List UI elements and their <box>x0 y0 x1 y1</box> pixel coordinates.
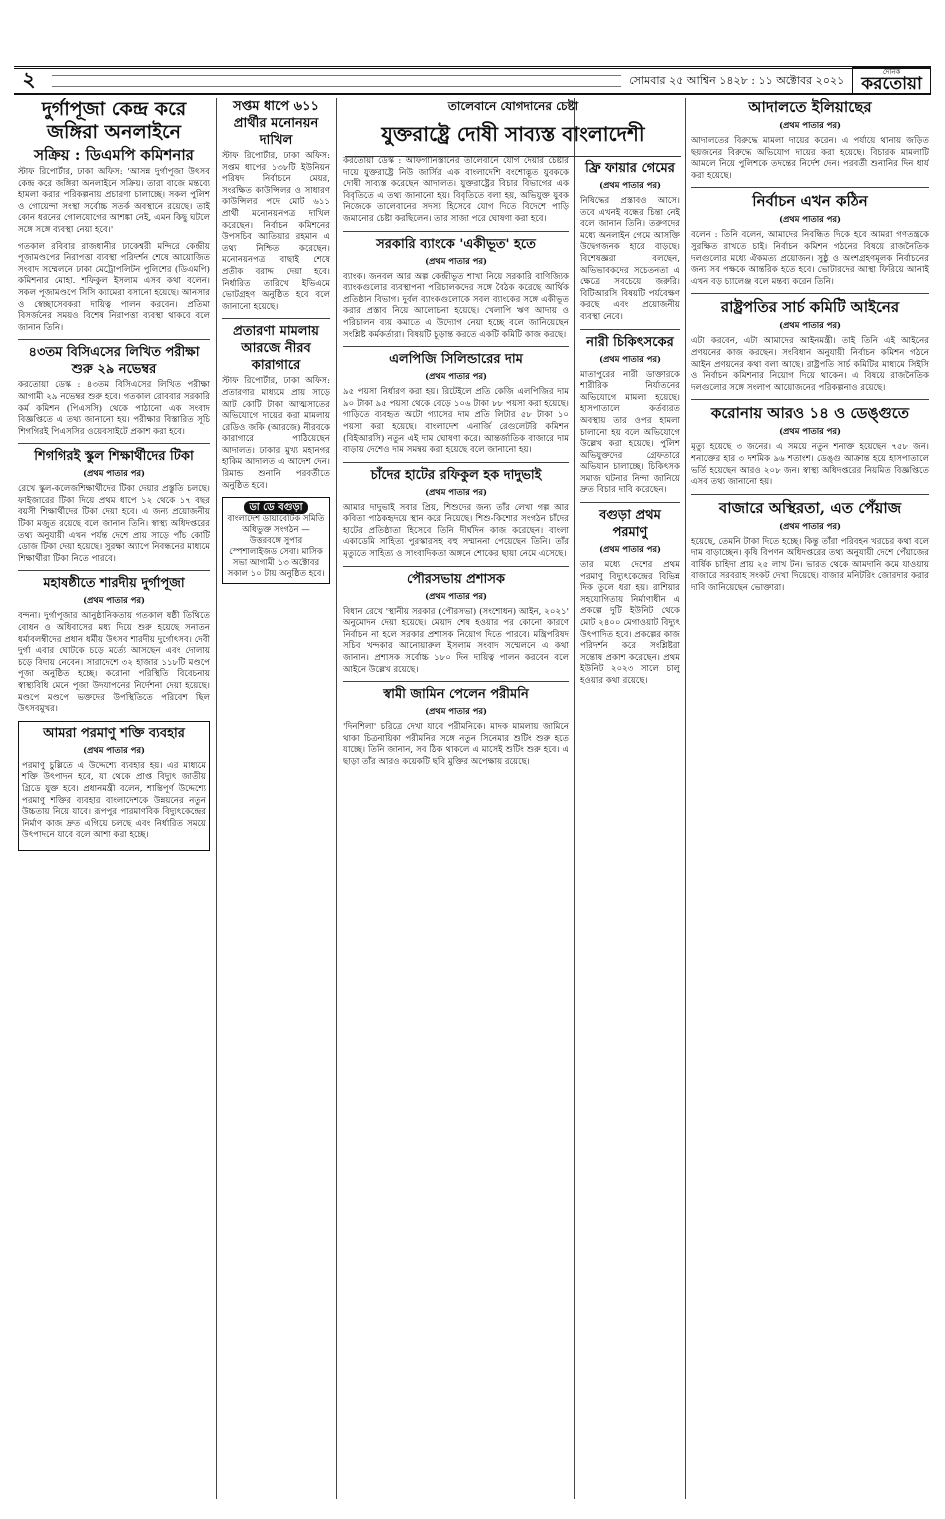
divider <box>343 346 569 347</box>
masthead-small: দৈনিক <box>882 68 901 76</box>
article-mahashashthi <box>18 575 210 715</box>
continuation-credit: (প্রথম পাতার পর) <box>779 120 841 130</box>
article-body: স্টাফ রিপোর্টার, ঢাকা অফিস: 'আসন্ন দুর্গাপূজা উৎসব কেন্দ্র করে জঙ্গিরা অনলাইনে সক্রিয়। তারা বাজে মন্তব্যে হামলা করার পরিকল্পনায় প্রচারণা চালাচ্ছে। সকল পুলিশ ও গোয়েন্দা সংস্থা সর্বোচ্চ সতর্ক অবস্থানে রয়েছে। তাই কোন ধরনের গোলযোগের আশঙ্কা নেই, এমন কিছু ঘটলে সঙ্গে সঙ্গে ব্যবস্থা নেয়া হবে।' <box>18 167 210 235</box>
divider <box>691 187 929 188</box>
article-dadubhai <box>343 467 569 561</box>
header-rule <box>52 75 621 87</box>
continuation-credit: (প্রথম পাতার পর) <box>779 520 841 531</box>
headline: ৪৩তম বিসিএসের লিখিত পরীক্ষা শুরু ২৯ নভেম্বর <box>28 345 200 378</box>
divider <box>18 339 210 340</box>
ad-logo: ডা ডে বগুড়া <box>244 501 307 514</box>
continuation-credit: (প্রথম পাতার পর) <box>425 706 487 717</box>
continuation-credit: (প্রথম পাতার পর) <box>83 595 145 606</box>
header-date: সোমবার ২৫ আশ্বিন ১৪২৮ : ১১ অক্টোবর ২০২১ <box>629 73 845 87</box>
article-body: রেখে স্কুল-কলেজশিক্ষার্থীদের টিকা দেয়ার প্রস্তুতি চলছে। ফাইজারের টিকা দিয়ে প্রথম ধাপে ১২ থেকে ১৭ বছর বয়সী শিক্ষার্থীদের টিকা দেয়া হবে। এ জন্য প্রয়োজনীয় টিকা মজুত রয়েছে বলে জানান তিনি। স্বাস্থ্য অধিদপ্তরের তথ্য অনুযায়ী এখন পর্যন্ত দেশে প্রায় সাড়ে পাঁচ কোটি ডোজ টিকা দেয়া হয়েছে। সুরক্ষা অ্যাপে নিবন্ধনের মাধ্যমে শিক্ষার্থীরা টিকা নিতে পারবে। <box>18 484 210 564</box>
article-body: স্টাফ রিপোর্টার, ঢাকা অফিস: সপ্তম ধাপের ১৩৮টি ইউনিয়ন পরিষদ নির্বাচনে মেয়র, সংরক্ষিত কাউন্সিলর ও সাধারণ কাউন্সিলর পদে মোট ৬১১ প্রার্থী মনোনয়নপত্র দাখিল করেছেন। নির্বাচন কমিশনের উপসচিব আতিয়ার রহমান এ তথ্য নিশ্চিত করেছেন। মনোনয়নপত্র বাছাই শেষে প্রতীক বরাদ্দ দেয়া হবে। নির্ধারিত তারিখে ইভিএমে ভোটগ্রহণ অনুষ্ঠিত হবে বলে জানানো হয়েছে। <box>222 151 330 312</box>
headline: করোনায় আরও ১৪ ও ডেঙ্গুতে <box>710 404 910 423</box>
article-free-fire <box>580 160 680 324</box>
column-divider <box>216 98 217 1499</box>
masthead-name: করতোয়া <box>861 74 922 94</box>
page-number: ২ <box>22 66 36 91</box>
article-bcs-exam <box>18 344 210 438</box>
article-durgapuja-militants <box>18 98 210 334</box>
continuation-credit: (প্রথম পাতার পর) <box>425 590 487 601</box>
article-onion-market <box>691 499 929 595</box>
headline: নির্বাচন এখন কঠিন <box>752 192 868 211</box>
headline: বাজারে অস্থিরতা, এত পেঁয়াজ <box>718 498 902 517</box>
headline: আমরা পরমাণু শক্তি ব্যবহার <box>43 725 185 741</box>
article-body: আমার দাদুভাই সবার প্রিয়, শিশুদের জন্য তাঁর লেখা গল্প আর কবিতা পাঠকহৃদয়ে স্থান করে নিয়েছে। শিশু-কিশোর সংগঠন চাঁদের হাটের প্রতিষ্ঠাতা হিসেবে তিনি দীর্ঘদিন কাজ করেছেন। বাংলা একাডেমি সাহিত্য পুরস্কারসহ বহু সম্মাননা পেয়েছেন তিনি। তাঁর মৃত্যুতে সাহিত্য ও সাংবাদিকতা অঙ্গনে শোকের ছায়া নেমে এসেছে। <box>343 502 569 560</box>
article-body: বিধান রেখে 'স্থানীয় সরকার (পৌরসভা) (সংশোধন) আইন, ২০২১' অনুমোদন দেয়া হয়েছে। মেয়াদ শেষ হওয়ার পর কোনো কারণে নির্বাচন না হলে সরকার প্রশাসক নিয়োগ দিতে পারবে। মন্ত্রিপরিষদ সচিব খন্দকার আনোয়ারুল ইসলাম সংবাদ সম্মেলনে এ কথা জানান। প্রশাসক সর্বোচ্চ ১৮০ দিন দায়িত্ব পালন করবেন বলে আইনে উল্লেখ রয়েছে। <box>343 606 569 675</box>
headline: সপ্তম ধাপে ৬১১ প্রার্থীর মনোনয়ন দাখিল <box>233 99 319 148</box>
headline: নারী চিকিৎসকের <box>586 334 674 350</box>
continuation-credit: (প্রথম পাতার পর) <box>779 320 841 331</box>
column-divider <box>685 98 686 1499</box>
continuation-credit: (প্রথম পাতার পর) <box>599 180 661 190</box>
article-body: করতোয়া ডেস্ক : আফগানিস্তানের তালেবানে যোগ দেয়ার চেষ্টার দায়ে যুক্তরাষ্ট্রে নিউ জার্সির এক বাংলাদেশি বংশোদ্ভূত যুবককে দোষী সাব্যস্ত করেছেন আদালত। যুক্তরাষ্ট্রের বিচার বিভাগের এক বিবৃতিতে এ তথ্য জানানো হয়। বিবৃতিতে বলা হয়, অভিযুক্ত যুবক নিজেকে তালেবানের সদস্য হিসেবে যোগ দিতে বিদেশে পাড়ি জমানোর চেষ্টা করছিলেন। তার সাজা পরে ঘোষণা করা হবে। <box>343 156 569 224</box>
headline: সরকারি ব্যাংকে 'একীভূত' হতে <box>376 236 536 252</box>
divider <box>343 681 569 682</box>
banner-headline: যুক্তরাষ্ট্রে দোষী সাব্যস্ত বাংলাদেশী <box>345 120 681 157</box>
article-bogura-nuclear <box>580 507 680 688</box>
banner-spacer <box>580 98 680 156</box>
divider <box>343 231 569 232</box>
article-student-vaccine <box>18 448 210 565</box>
continuation-credit: (প্রথম পাতার পর) <box>779 426 841 437</box>
continuation-credit: (প্রথম পাতার পর) <box>599 353 661 364</box>
article-nomination <box>222 98 330 313</box>
article-body: পরমাণু চুল্লিতে এ উদ্দেশ্যে ব্যবহার হয়। এর মাধ্যমে শক্তি উৎপাদন হবে, যা থেকে প্রাপ্ত বিদ্যুৎ জাতীয় গ্রিডে যুক্ত হবে। প্রধানমন্ত্রী বলেন, শান্তিপূর্ণ উদ্দেশ্যে পরমাণু শক্তির ব্যবহার বাংলাদেশকে উন্নয়নের নতুন উচ্চতায় নিয়ে যাবে। রূপপুর পারমাণবিক বিদ্যুৎকেন্দ্রের নির্মাণ কাজ দ্রুত এগিয়ে চলছে এবং নির্ধারিত সময়ে উৎপাদনে যাবে বলে আশা করা হচ্ছে। <box>22 760 206 841</box>
divider <box>18 570 210 571</box>
headline: শিগগিরই স্কুল শিক্ষার্থীদের টিকা <box>34 449 194 465</box>
column-1 <box>18 98 210 1499</box>
continuation-credit: (প্রথম পাতার পর) <box>83 744 145 755</box>
subheadline: সক্রিয় : ডিএমপি কমিশনার <box>34 146 194 164</box>
article-lpg-price <box>343 351 569 457</box>
article-body: গতকাল রবিবার রাজধানীর ঢাকেশ্বরী মন্দিরে কেন্দ্রীয় পূজামণ্ডপের নিরাপত্তা ব্যবস্থা পরিদর্শন শেষে আয়োজিত সংবাদ সম্মেলনে ঢাকা মেট্রোপলিটন পুলিশের (ডিএমপি) কমিশনার মোহা. শফিকুল ইসলাম এসব কথা বলেন। সকল পূজামণ্ডপে সিসি ক্যামেরা বসানো হয়েছে। আনসার ও স্বেচ্ছাসেবকরা দায়িত্ব পালন করবেন। প্রতিমা বিসর্জনের সময়ও বিশেষ নিরাপত্তা ব্যবস্থা থাকবে বলে জানান তিনি। <box>18 241 210 333</box>
divider <box>343 566 569 567</box>
article-body: স্টাফ রিপোর্টার, ঢাকা অফিস: প্রতারণার মাধ্যমে প্রায় সাড়ে আট কোটি টাকা আত্মসাতের অভিযোগে দায়ের করা মামলায় রেডিও জকি (আরজে) নীরবকে কারাগারে পাঠিয়েছেন আদালত। ঢাকার মুখ্য মহানগর হাকিম আদালত এ আদেশ দেন। রিমান্ড শুনানি পরবর্তীতে অনুষ্ঠিত হবে। <box>222 376 330 491</box>
column-4 <box>580 98 680 1499</box>
column-divider <box>574 98 575 1499</box>
article-nuclear-power <box>18 721 210 851</box>
article-body: এটা করবেন, এটা আমাদের আইনমন্ত্রী। তাই তিনি এই আইনের প্রণয়নের কাজ করছেন। সংবিধান অনুযায়ী নির্বাচন কমিশন গঠনে আইন প্রণয়নের কথা বলা আছে। রাষ্ট্রপতি সার্চ কমিটির মাধ্যমে সিইসি ও নির্বাচন কমিশনার নিয়োগ দিয়ে থাকেন। এ বিষয়ে রাজনৈতিক দলগুলোর সঙ্গে সংলাপ আয়োজনের পরিকল্পনাও রয়েছে। <box>691 336 929 393</box>
article-municipality-admin <box>343 571 569 677</box>
headline: চাঁদের হাটের রফিকুল হক দাদুভাই <box>370 467 542 483</box>
headline: বগুড়া প্রথম পরমাণু <box>599 508 661 541</box>
headline: রাষ্ট্রপতির সার্চ কমিটি আইনের <box>720 298 900 317</box>
article-body: তার মধ্যে দেশের প্রথম পরমাণু বিদ্যুৎকেন্দ্রের বিভিন্ন দিক তুলে ধরা হয়। রাশিয়ার সহযোগিতায় নির্মাণাধীন এ প্রকল্পে দুটি ইউনিট থেকে মোট ২৪০০ মেগাওয়াট বিদ্যুৎ উৎপাদিত হবে। প্রকল্পের কাজ পরিদর্শন করে সংশ্লিষ্টরা সন্তোষ প্রকাশ করেছেন। প্রথম ইউনিট ২০২৩ সালে চালু হওয়ার কথা রয়েছে। <box>580 560 680 686</box>
article-iliyas-court <box>691 98 929 182</box>
divider <box>18 443 210 444</box>
article-body: মাতাপুরের নারী ডাক্তারকে শারীরিক নির্যাতনের অভিযোগে মামলা হয়েছে। হাসপাতালে কর্তব্যরত অবস্থায় তার ওপর হামলা চালানো হয় বলে অভিযোগে উল্লেখ করা হয়েছে। পুলিশ অভিযুক্তদের গ্রেফতারে অভিযান চালাচ্ছে। চিকিৎসক সমাজ ঘটনার নিন্দা জানিয়ে দ্রুত বিচার দাবি করেছেন। <box>580 369 680 496</box>
divider <box>343 462 569 463</box>
headline: দুর্গাপূজা কেন্দ্র করে জঙ্গিরা অনলাইনে <box>41 98 187 143</box>
article-body: বলেন : তিনি বলেন, আমাদের নিবন্ধিত দিকে হবে আমরা গণতন্ত্রকে সুরক্ষিত রাখতে চাই। নির্বাচন কমিশন গঠনের বিষয়ে রাজনৈতিক দলগুলোর মধ্যে ঐকমত্য প্রয়োজন। সুষ্ঠু ও অংশগ্রহণমূলক নির্বাচনের জন্য সব পক্ষকে আন্তরিক হতে হবে। ভোটারদের আস্থা ফিরিয়ে আনাই এখন বড় চ্যালেঞ্জ বলে মন্তব্য করেন তিনি। <box>691 230 929 287</box>
headline: মহাষষ্ঠীতে শারদীয় দুর্গাপূজা <box>43 576 185 592</box>
article-search-committee <box>691 298 929 394</box>
article-election-difficult <box>691 192 929 288</box>
advertisement-box <box>222 497 330 584</box>
page-header <box>14 66 931 95</box>
divider <box>222 318 330 319</box>
article-body: 'দিনশিলা' চরিত্রে দেখা যাবে পরীমনিকে। মাদক মামলায় জামিনে থাকা চিত্রনায়িকা পরীমনির সঙ্গে নতুন সিনেমার শুটিং শুরু হতে যাচ্ছে। তিনি জানান, সব ঠিক থাকলে এ মাসেই শুটিং শুরু হবে। এ ছাড়া তাঁর আরও কয়েকটি ছবি মুক্তির অপেক্ষায় রয়েছে। <box>343 722 569 767</box>
column-3 <box>343 156 569 1499</box>
column-5 <box>691 98 929 1499</box>
article-body: আদালতের বিরুদ্ধে মামলা দায়ের করেন। এ পর্যায়ে থানায় জড়িত ছয়জনের বিরুদ্ধে অভিযোগ দায়ের করা হয়েছে। বিচারক মামলাটি আমলে নিয়ে পুলিশকে তদন্তের নির্দেশ দেন। পরবর্তী শুনানির দিন ধার্য করা হয়েছে। <box>691 136 929 181</box>
article-govt-banks <box>343 236 569 342</box>
column-divider <box>336 98 337 1499</box>
article-body: হয়েছে, তেমনি টাকা দিতে হচ্ছে। কিন্তু তাঁরা পরিবহন খরচের কথা বলে দাম বাড়াচ্ছেন। কৃষি বিপণন অধিদপ্তরের তথ্য অনুযায়ী দেশে পেঁয়াজের বার্ষিক চাহিদা প্রায় ২৫ লাখ টন। ভারত থেকে আমদানি কমে যাওয়ায় বাজারে সরবরাহ সংকট দেখা দিয়েছে। বাজার মনিটরিং জোরদার করার দাবি জানিয়েছেন ভোক্তারা। <box>691 536 929 594</box>
headline: ফ্রি ফায়ার গেমের <box>585 161 675 176</box>
divider <box>691 494 929 495</box>
article-covid-dengue <box>691 404 929 488</box>
continuation-credit: (প্রথম পাতার পর) <box>599 544 661 555</box>
article-body: ব্যাংক। জনবল আর অল্প কেন্দ্রীভূত শাখা নিয়ে সরকারি বাণিজ্যিক ব্যাংকগুলোর ব্যবস্থাপনা পরিচালকদের সঙ্গে বৈঠক করেছে আর্থিক প্রতিষ্ঠান বিভাগ। দুর্বল ব্যাংকগুলোকে সবল ব্যাংকের সঙ্গে একীভূত করার প্রস্তাব নিয়ে আলোচনা হয়েছে। খেলাপি ঋণ আদায় ও পরিচালন ব্যয় কমাতে এ উদ্যোগ নেয়া হচ্ছে বলে জানিয়েছেন সংশ্লিষ্ট কর্মকর্তারা। বিষয়টি চূড়ান্ত করতে একটি কমিটি কাজ করছে। <box>343 271 569 340</box>
headline: স্বামী জামিন পেলেন পরীমনি <box>383 687 529 703</box>
headline: আদালতে ইলিয়াছের <box>748 98 872 116</box>
headline: পৌরসভায় প্রশাসক <box>406 571 506 587</box>
continuation-credit: (প্রথম পাতার পর) <box>779 214 841 225</box>
divider <box>691 293 929 294</box>
banner-kicker: তালেবানে যোগদানের চেষ্টা <box>447 99 579 113</box>
ad-text: বাংলাদেশ ডায়াবেটিক সমিতি অধিভুক্ত সংগঠন — উত্তরবঙ্গে সুপার স্পেশালাইজড সেবা। মাসিক সভা আগামী ১৩ অক্টোবর সকাল ১০ টায় অনুষ্ঠিত হবে। <box>227 514 325 580</box>
divider <box>691 399 929 400</box>
continuation-credit: (প্রথম পাতার পর) <box>83 468 145 479</box>
headline: এলপিজি সিলিন্ডারের দাম <box>389 352 523 368</box>
article-body: ৯৫ পয়সা নির্ধারণ করা হয়। রিটেইলে প্রতি কেজি এলপিজির দাম ৯০ টাকা ৯৫ পয়সা থেকে বেড়ে ১০৬ টাকা ৮৮ পয়সা করা হয়েছে। গাড়িতে ব্যবহৃত অটো গ্যাসের দাম প্রতি লিটার ৫৮ টাকা ১০ পয়সা করা হয়েছে। বাংলাদেশ এনার্জি রেগুলেটরি কমিশন (বিইআরসি) নতুন এই দাম ঘোষণা করে। আন্তর্জাতিক বাজারে দাম বাড়ায় দেশেও দাম সমন্বয় করা হয়েছে বলে জানানো হয়। <box>343 387 569 456</box>
article-body: মৃত্যু হয়েছে ৩ জনের। এ সময়ে নতুন শনাক্ত হয়েছেন ৭৫৮ জন। শনাক্তের হার ৩ দশমিক ৯৬ শতাংশ। ডেঙ্গু আক্রান্ত হয়ে হাসপাতালে ভর্তি হয়েছেন আরও ২০৮ জন। স্বাস্থ্য অধিদপ্তরের নিয়মিত বিজ্ঞপ্তিতে এসব তথ্য জানানো হয়। <box>691 442 929 488</box>
article-porimoni <box>343 686 569 768</box>
article-rj-nirob <box>222 323 330 492</box>
article-body: বন্দনা। দুর্গাপূজার আনুষ্ঠানিকতায় গতকাল ষষ্ঠী তিথিতে বোধন ও অধিবাসের মধ্য দিয়ে শুরু হয়েছে সনাতন ধর্মাবলম্বীদের প্রধান ধর্মীয় উৎসব শারদীয় দুর্গোৎসব। দেবী দুর্গা এবার ঘোটকে চড়ে মর্ত্যে আসছেন এবং দোলায় চড়ে বিদায় নেবেন। সারাদেশে ৩২ হাজার ১১৮টি মণ্ডপে পূজা অনুষ্ঠিত হচ্ছে। করোনা পরিস্থিতি বিবেচনায় স্বাস্থ্যবিধি মেনে পূজা উদযাপনের নির্দেশনা দেয়া হয়েছে। মণ্ডপে মণ্ডপে ভক্তদের উপস্থিতিতে পরিবেশ ছিল উৎসবমুখর। <box>18 611 210 715</box>
article-body: নিষিদ্ধের প্রস্তাবও আসে। তবে এখনই বন্ধের চিন্তা নেই বলে জানান তিনি। তরুণদের মধ্যে অনলাইন গেমে আসক্তি উদ্বেগজনক হারে বাড়ছে। বিশেষজ্ঞরা বলছেন, অভিভাবকদের সচেতনতা এ ক্ষেত্রে সবচেয়ে জরুরি। বিটিআরসি বিষয়টি পর্যবেক্ষণ করছে এবং প্রয়োজনীয় ব্যবস্থা নেবে। <box>580 196 680 322</box>
continuation-credit: (প্রথম পাতার পর) <box>425 255 487 266</box>
headline: প্রতারণা মামলায় আরজে নীরব কারাগারে <box>233 324 319 374</box>
divider <box>580 502 680 503</box>
continuation-credit: (প্রথম পাতার পর) <box>425 486 487 497</box>
masthead-logo <box>852 67 931 95</box>
article-female-doctor <box>580 334 680 498</box>
continuation-credit: (প্রথম পাতার পর) <box>425 371 487 382</box>
article-body: করতোয়া ডেস্ক : ৪৩তম বিসিএসের লিখিত পরীক্ষা আগামী ২৯ নভেম্বর শুরু হবে। গতকাল রোববার সরকারি কর্ম কমিশন (পিএসসি) থেকে পাঠানো এক সংবাদ বিজ্ঞপ্তিতে এ তথ্য জানানো হয়। পরীক্ষার বিস্তারিত সূচি শিগগিরই পিএসসির ওয়েবসাইটে প্রকাশ করা হবে। <box>18 380 210 437</box>
column-2 <box>222 98 330 1499</box>
divider <box>580 329 680 330</box>
